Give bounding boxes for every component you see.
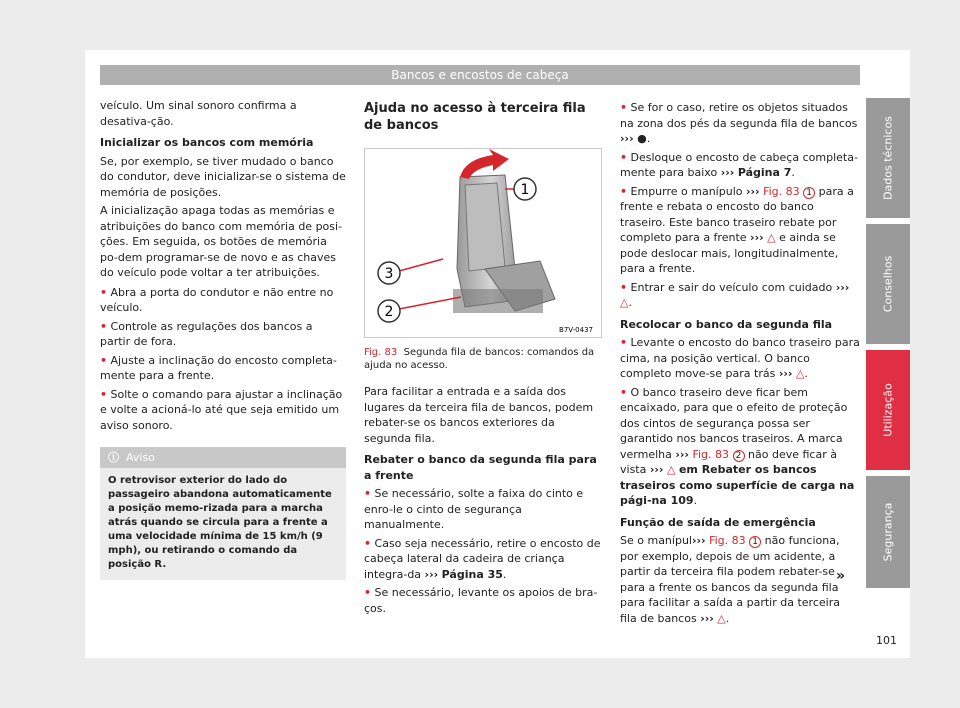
tab-seguranca[interactable]: Segurança: [866, 476, 910, 588]
fig-link[interactable]: Fig. 83: [692, 447, 730, 461]
tab-utilizacao[interactable]: Utilização: [866, 350, 910, 470]
page-link[interactable]: Página 7: [737, 166, 792, 179]
callout-1: 1: [520, 182, 530, 198]
column-2: [364, 100, 602, 619]
warning-triangle-icon: △: [717, 611, 726, 625]
bullet-item: • Entrar e sair do veículo com cuidado ››› △.: [620, 280, 850, 309]
subheading: Função de saída de emergência: [620, 515, 816, 529]
bullet-item: • Se for o caso, retire os objetos situados na zona dos pés da segunda fila de bancos ››› ●.: [620, 101, 858, 145]
warning-triangle-icon: △: [795, 367, 805, 380]
bullet-item: • O banco traseiro deve ficar bem encaixado, para que o efeito de proteção dos cintos de segurança possa ser garantido nos bancos traseiros. A marca vermelha ››› Fig. 83 2 não deve ficar à vista ››› △ em Rebater os bancos traseiros como superfície de carga na pági-na 109.: [620, 385, 855, 507]
warning-circle-icon: ●: [637, 132, 647, 145]
warning-triangle-icon: △: [620, 296, 629, 309]
continue-arrow-icon: »: [836, 568, 846, 584]
note-body: O retrovisor exterior do lado do passageiro abandona automaticamente a posição memo-rizada para a marcha atrás quando se circula para a frente a uma velocidade mínima de 15 km/h (9 mph), ou retirando o comando da posição R.: [100, 468, 346, 580]
bullet-item: • Se necessário, levante os apoios de bra-ços.: [364, 586, 598, 615]
page-header: Bancos e encostos de cabeça: [100, 65, 860, 85]
figure-83: [364, 148, 602, 338]
callout-ref: 1: [749, 536, 761, 548]
bullet-item: • Ajuste a inclinação do encosto completa-mente para a frente.: [100, 353, 337, 382]
paragraph: Se o manípul››› Fig. 83 1 não funciona, por exemplo, depois de um acidente, a partir da terceira fila podem rebater-se para a frente os bancos da segunda fila para facilitar a saída a partir da terceira fila de bancos ››› △.: [620, 534, 840, 625]
paragraph: Se, por exemplo, se tiver mudado o banco do condutor, deve inicializar-se o sistema de memória de posições.: [100, 154, 346, 199]
paragraph: veículo. Um sinal sonoro confirma a desativa-ção.: [100, 99, 297, 128]
section-title: Ajuda no acesso à terceira fila de bancos: [364, 101, 586, 133]
column-3: [620, 100, 860, 629]
paragraph: Para facilitar a entrada e a saída dos lugares da terceira fila de bancos, podem rebater-se os bancos exteriores da segunda fila.: [364, 385, 594, 445]
callout-ref: 1: [803, 187, 815, 199]
callout-3: 3: [384, 266, 394, 282]
figure-caption: Fig. 83 Segunda fila de bancos: comandos da ajuda no acesso.: [364, 347, 595, 371]
bullet-item: • Empurre o manípulo ››› Fig. 83 1 para a frente e rebata o encosto do banco traseiro. Este banco traseiro rebate por completo para a frente ››› △ e ainda se pode deslocar mais, longitudinalmente, para a frente.: [620, 184, 854, 275]
figure-code: B7V-0437: [559, 326, 593, 334]
subheading: Inicializar os bancos com memória: [100, 136, 314, 149]
page-link[interactable]: Página 35: [441, 567, 503, 581]
bullet-item: • Solte o comando para ajustar a inclinação e volte a acioná-lo até que seja emitido um aviso sonoro.: [100, 387, 343, 432]
subheading: Rebater o banco da segunda fila para a frente: [364, 453, 597, 482]
fig-link[interactable]: Fig. 83: [709, 534, 746, 547]
seat-illustration: [365, 149, 601, 337]
note-title: Aviso: [126, 451, 155, 464]
warning-triangle-icon: △: [666, 463, 676, 476]
column-1: [100, 98, 346, 580]
red-arrow: [460, 149, 509, 179]
bullet-item: • Levante o encosto do banco traseiro para cima, na posição vertical. O banco completo move-se para trás ››› △.: [620, 336, 860, 380]
bullet-item: • Abra a porta do condutor e não entre no veículo.: [100, 285, 334, 314]
fig-link[interactable]: Fig. 83: [763, 184, 800, 198]
warning-note: [100, 447, 346, 580]
page-number: 101: [876, 634, 897, 647]
subheading: Recolocar o banco da segunda fila: [620, 317, 833, 331]
callout-ref: 2: [733, 450, 745, 462]
warning-triangle-icon: △: [767, 231, 776, 244]
tab-dados-tecnicos[interactable]: Dados técnicos: [866, 98, 910, 218]
bullet-item: • Desloque o encosto de cabeça completa-mente para baixo ››› Página 7.: [620, 150, 858, 179]
bullet-item: • Caso seja necessário, retire o encosto de cabeça lateral da cadeira de criança integra-da ››› Página 35.: [364, 536, 601, 581]
bullet-item: • Se necessário, solte a faixa do cinto e enro-le o cinto de segurança manualmente.: [364, 487, 584, 531]
bullet-item: • Controle as regulações dos bancos a partir de fora.: [100, 319, 313, 348]
paragraph: A inicialização apaga todas as memórias e atribuições do banco com memória de posi-ções. Em seguida, os botões de memória po-dem programar-se de novo e as chaves do veículo pode voltar a ter atribuições.: [100, 204, 343, 279]
tab-conselhos[interactable]: Conselhos: [866, 224, 910, 344]
info-icon: ⓘ: [108, 451, 119, 464]
callout-2: 2: [384, 304, 394, 320]
